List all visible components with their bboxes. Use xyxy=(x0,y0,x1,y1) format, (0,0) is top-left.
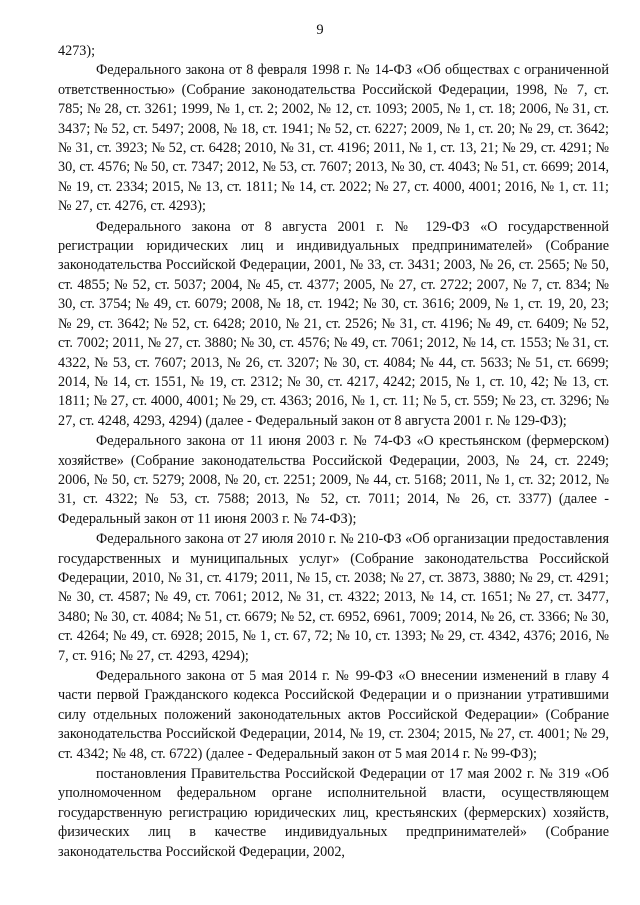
paragraph-continuation: 4273); xyxy=(58,43,96,59)
paragraph-law-210-fz: Федерального закона от 27 июля 2010 г. № 210-ФЗ «Об организации предоставления государственных и муниципальных услуг» (Собрание законодательства Российской Федерации, 2010, № 31, ст. 4179; 2011, № 15, ст. 2038; № 27, ст. 3873, 3880; № 29, ст. 4291; № 30, ст. 4587; № 49, ст. 7061; 2012, № 31, ст. 4322; 2013, № 14, ст. 1651; № 27, ст. 3477, 3480; № 30, ст. 4084; № 51, ст. 6679; № 52, ст. 6952, 6961, 7009; 2014, № 26, ст. 3366; № 30, ст. 4264; № 49, ст. 6928; 2015, № 1, ст. 67, 72; № 10, ст. 1393; № 29, ст. 4342, 4376; 2016, № 7, ст. 916; № 27, ст. 4293, 4294); xyxy=(58,531,609,664)
paragraph-resolution-319: постановления Правительства Российской Федерации от 17 мая 2002 г. № 319 «Об уполномоченном федеральном органе исполнительной власти, осуществляющем государственную регистрацию юридических лиц, крестьянских (фермерских) хозяйств, физических лиц в качестве индивидуальных предпринимателей» (Собрание законодательства Российской Федерации, 2002, xyxy=(58,766,609,860)
document-body xyxy=(58,42,609,862)
paragraph-law-99-fz: Федерального закона от 5 мая 2014 г. № 99-ФЗ «О внесении изменений в главу 4 части первой Гражданского кодекса Российской Федерации и о признании утратившими силу отдельных положений законодательных актов Российской Федерации» (Собрание законодательства Российской Федерации, 2014, № 19, ст. 2304; 2015, № 27, ст. 4001; № 29, ст. 4342; № 48, ст. 6722) (далее - Федеральный закон от 5 мая 2014 г. № 99-ФЗ); xyxy=(58,668,609,762)
paragraph-law-74-fz: Федерального закона от 11 июня 2003 г. № 74-ФЗ «О крестьянском (фермерском) хозяйстве» (Собрание законодательства Российской Федерации, 2003, № 24, ст. 2249; 2006, № 50, ст. 5279; 2008, № 20, ст. 2251; 2009, № 44, ст. 5168; 2011, № 1, ст. 32; 2012, № 31, ст. 4322; № 53, ст. 7588; 2013, № 52, ст. 7011; 2014, № 26, ст. 3377) (далее - Федеральный закон от 11 июня 2003 г. № 74-ФЗ); xyxy=(58,433,609,527)
paragraph-law-129-fz: Федерального закона от 8 августа 2001 г. № 129-ФЗ «О государственной регистрации юридических лиц и индивидуальных предпринимателей» (Собрание законодательства Российской Федерации, 2001, № 33, ст. 3431; 2003, № 26, ст. 2565; № 50, ст. 4855; № 52, ст. 5037; 2004, № 45, ст. 4377; 2005, № 27, ст. 2722; 2007, № 7, ст. 834; № 30, ст. 3754; № 49, ст. 6079; 2008, № 18, ст. 1942; № 30, ст. 3616; 2009, № 1, ст. 19, 20, 23; № 29, ст. 3642; № 52, ст. 6428; 2010, № 21, ст. 2526; № 31, ст. 4196; № 49, ст. 6409; № 52, ст. 7002; 2011, № 27, ст. 3880; № 30, ст. 4576; № 49, ст. 7061; 2012, № 14, ст. 1553; № 31, ст. 4322, № 53, ст. 7607; 2013, № 26, ст. 3207; № 30, ст. 4084; № 44, ст. 5633; № 51, ст. 6699; 2014, № 14, ст. 1551, № 19, ст. 2312; № 30, ст. 4217, 4242; 2015, № 1, ст. 10, 42; № 13, ст. 1811; № 27, ст. 4000, 4001; № 29, ст. 4363; 2016, № 1, ст. 11; № 5, ст. 559; № 23, ст. 3296; № 27, ст. 4248, 4293, 4294) (далее - Федеральный закон от 8 августа 2001 г. № 129-ФЗ); xyxy=(58,218,609,429)
paragraph-law-14-fz: Федерального закона от 8 февраля 1998 г. № 14-ФЗ «Об обществах с ограниченной ответственностью» (Собрание законодательства Российской Федерации, 1998, № 7, ст. 785; № 28, ст. 3261; 1999, № 1, ст. 2; 2002, № 12, ст. 1093; 2005, № 1, ст. 18; 2006, № 31, ст. 3437; № 52, ст. 5497; 2008, № 18, ст. 1941; № 52, ст. 6227; 2009, № 1, ст. 20; № 29, ст. 3642; № 31, ст. 3923; № 52, ст. 6428; 2010, № 31, ст. 4196; 2011, № 1, ст. 13, 21; № 29, ст. 4291; № 30, ст. 4576; № 50, ст. 7347; 2012, № 53, ст. 7607; 2013, № 30, ст. 4043; № 51, ст. 6699; 2014, № 19, ст. 2334; 2015, № 13, ст. 1811; № 14, ст. 2022; № 27, ст. 4000, 4001; 2016, № 1, ст. 11; № 27, ст. 4276, ст. 4293); xyxy=(58,62,609,215)
page-number: 9 xyxy=(316,22,324,38)
